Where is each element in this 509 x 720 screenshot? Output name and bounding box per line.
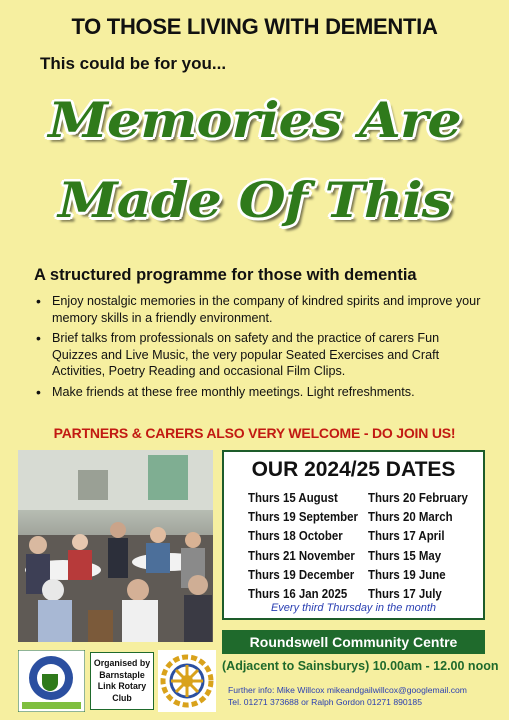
date-item: Thurs 17 July bbox=[368, 586, 442, 602]
dates-panel bbox=[222, 450, 485, 620]
date-item: Thurs 17 April bbox=[368, 528, 445, 544]
date-item: Thurs 18 October bbox=[248, 528, 343, 544]
contact-info bbox=[228, 684, 498, 708]
title-line-2: Made Of This bbox=[57, 171, 452, 229]
bullet-list bbox=[36, 293, 486, 404]
contact-line-2: Tel. 01271 373688 or Ralph Gordon 01271 890185 bbox=[228, 697, 422, 707]
date-item: Thurs 20 February bbox=[368, 490, 468, 505]
date-item: Thurs 19 June bbox=[368, 566, 446, 582]
date-item: Thurs 15 May bbox=[368, 547, 442, 563]
date-item: Thurs 20 March bbox=[368, 509, 453, 525]
frequency-note: Every third Thursday in the month bbox=[270, 602, 437, 614]
date-item: Thurs 19 September bbox=[248, 509, 358, 525]
tagline: This could be for you... bbox=[40, 54, 227, 73]
rotary-logo-icon bbox=[158, 650, 216, 712]
date-item: Thurs 21 November bbox=[248, 547, 355, 563]
date-item: Thurs 16 Jan 2025 bbox=[248, 586, 348, 602]
dates-title: OUR 2024/25 DATES bbox=[251, 458, 456, 481]
headline: TO THOSE LIVING WITH DEMENTIA bbox=[71, 14, 438, 39]
contact-line-1: Further info: Mike Willcox mikeandgailwillcox@googlemail.com bbox=[228, 685, 467, 695]
group-photo bbox=[18, 450, 213, 642]
subtitle: A structured programme for those with dementia bbox=[34, 266, 417, 284]
organiser-box: Organised by Barnstaple Link Rotary Club bbox=[90, 652, 154, 710]
venue-details: (Adjacent to Sainsburys) 10.00am - 12.00 noon bbox=[222, 659, 499, 673]
dates-column-2 bbox=[368, 488, 481, 603]
date-item: Thurs 15 August bbox=[248, 490, 338, 505]
date-item: Thurs 19 December bbox=[248, 566, 355, 582]
partners-banner: PARTNERS & CARERS ALSO VERY WELCOME - DO JOIN US! bbox=[53, 425, 456, 441]
memory-cafe-logo-icon bbox=[18, 650, 85, 712]
title-line-1: Memories Are bbox=[48, 91, 461, 149]
bullet-item: • Enjoy nostalgic memories in the company of kindred spirits and improve your memory skills in a friendly environment. bbox=[36, 293, 486, 326]
bullet-item: • Brief talks from professionals on safety and the practice of carers Fun Quizzes and Live Music, the very popular Seated Exercises and Craft Activities, Poetry Reading and occasional Film Clips. bbox=[36, 330, 486, 380]
venue-name: Roundswell Community Centre bbox=[222, 630, 485, 654]
dates-column-1 bbox=[248, 488, 373, 603]
bullet-item: • Make friends at these free monthly meetings. Light refreshments. bbox=[36, 384, 486, 401]
